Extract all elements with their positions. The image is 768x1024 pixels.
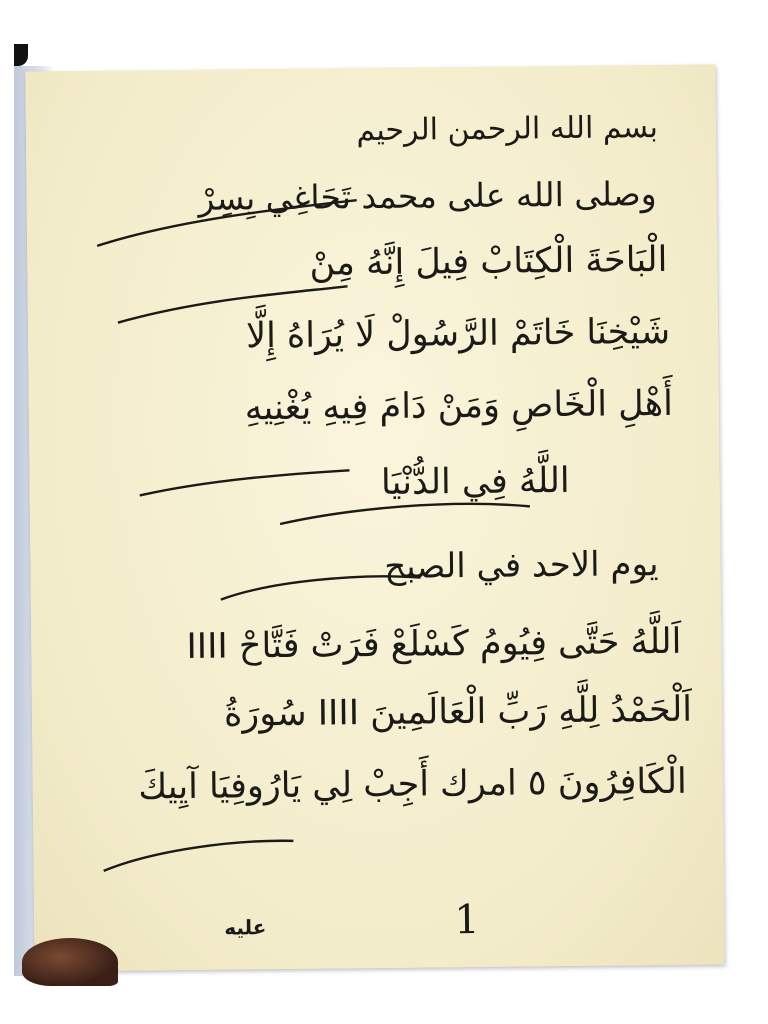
text-line-2: وصلى الله على محمد تَحَاغِي يِسِرْ bbox=[198, 174, 657, 218]
text-line-10: الْكَافِرُونَ ٥ امرك أَجِبْ لِي يَارُوفِيَا آيِيكَ bbox=[138, 761, 687, 808]
manuscript-page bbox=[25, 64, 724, 971]
text-line-3: الْبَاحَةَ الْكِتَابْ فِيلَ إِنَّهُ مِنْ bbox=[309, 239, 668, 284]
page-number: 1 bbox=[453, 896, 480, 944]
thumb-in-frame bbox=[22, 938, 118, 986]
text-line-4: شَيْخِنَا خَاتَمْ الرَّسُولْ لَا يُرَاهُ إِلَّا bbox=[245, 311, 671, 357]
text-line-9: اَلْحَمْدُ لِلَّهِ رَبِّ الْعَالَمِينَ IIII سُورَةُ bbox=[223, 689, 693, 735]
footer-word: عليه bbox=[224, 915, 267, 940]
text-line-8: اَللَّهُ حَتَّى فِيُومُ كَسْلَعْ فَرَتْ فَتَّاحْ IIII bbox=[186, 621, 682, 667]
text-line-6: اللَّهُ فِي الدُّنْيَا bbox=[380, 460, 570, 503]
corner-mark bbox=[14, 44, 28, 66]
text-line-7: يوم الاحد في الصبح bbox=[384, 544, 659, 587]
text-line-1: بسم الله الرحمن الرحيم bbox=[356, 110, 659, 149]
text-line-5: أَهْلِ الْخَاصِ وَمَنْ دَامَ فِيهِ يُغْنِيهِ bbox=[244, 383, 674, 429]
